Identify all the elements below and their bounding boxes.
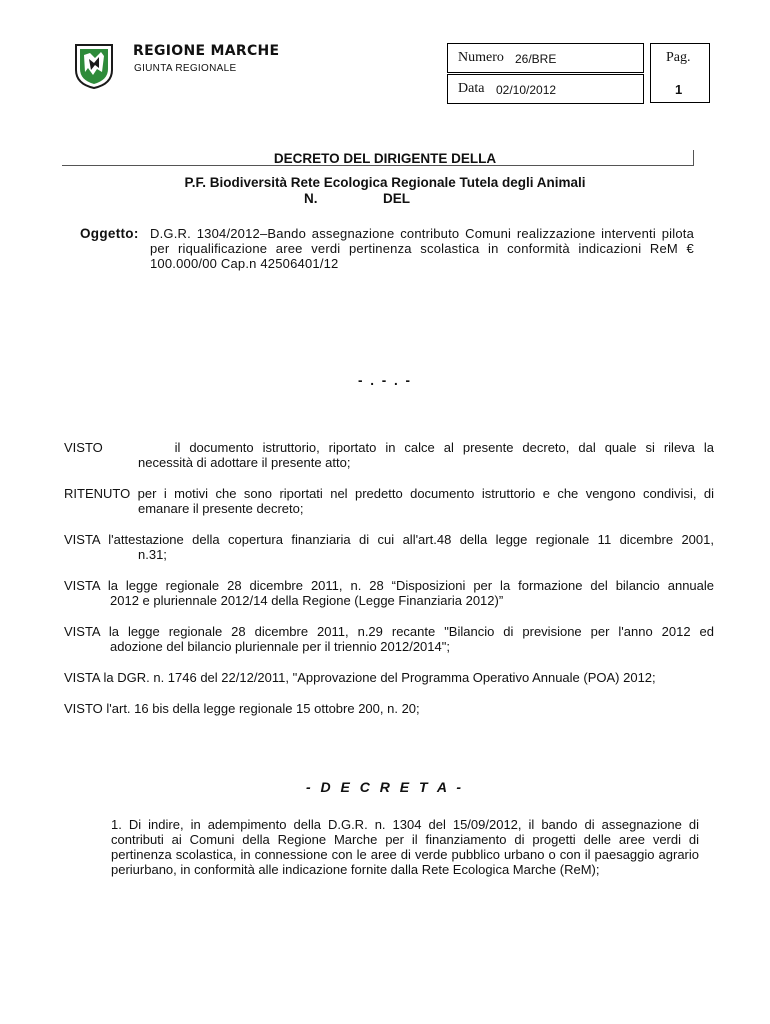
numero-label: Numero [458, 50, 504, 65]
premise-continuation: adozione del bilancio pluriennale per il triennio 2012/2014"; [110, 639, 450, 654]
premise-line: VISTA la legge regionale 28 dicembre 2011, n.29 recante "Bilancio di previsione per l'anno 2012 ed [64, 624, 714, 639]
regione-marche-logo [73, 42, 115, 90]
premise-continuation: 2012 e pluriennale 2012/14 della Regione (Legge Finanziaria 2012)” [110, 593, 504, 608]
data-value: 02/10/2012 [496, 83, 557, 97]
number-label: N. [304, 191, 318, 206]
premise-art-16 [64, 701, 714, 716]
title-rule-tick [693, 150, 694, 166]
data-box [447, 74, 644, 104]
page-box [650, 43, 710, 103]
data-label: Data [458, 81, 485, 96]
premise-line: VISTO l'art. 16 bis della legge regionale 15 ottobre 200, n. 20; [64, 701, 420, 716]
premise-line: VISTO il documento istruttorio, riportato in calce al presente decreto, dal quale si rileva la [64, 440, 714, 455]
premise-line: VISTA l'attestazione della copertura finanziaria di cui all'art.48 della legge regionale 11 dicembre 2001, [64, 532, 714, 547]
numero-box [447, 43, 644, 73]
premise-continuation: n.31; [138, 547, 167, 562]
premise-line: VISTA la DGR. n. 1746 del 22/12/2011, "Approvazione del Programma Operativo Annuale (POA) 2012; [64, 670, 656, 685]
subject-label: Oggetto: [80, 226, 139, 241]
premise-continuation: necessità di adottare il presente atto; [138, 455, 351, 470]
page-label: Pag. [666, 50, 691, 65]
premise-continuation: emanare il presente decreto; [138, 501, 304, 516]
premise-dgr-1746 [64, 670, 714, 685]
premise-attestazione [64, 532, 714, 562]
premise-visto [64, 440, 714, 470]
section-separator: - . - . - [358, 373, 412, 388]
org-subtitle: GIUNTA REGIONALE [134, 63, 237, 74]
title-rule [62, 165, 693, 166]
decree-item-1: 1. Di indire, in adempimento della D.G.R. n. 1304 del 15/09/2012, il bando di assegnazione di contributi ai Comuni della Regione Marche per il finanziamento di progetti delle aree verdi di pertinenza scolastica, in connessione con le aree di verde pubblico urbano o con il paesaggio agrario periurbano, in conformità alle indicazione fornite dalla Rete Ecologica Marche (ReM); [111, 817, 699, 877]
premise-legge-29 [64, 624, 714, 654]
date-label: DEL [383, 191, 410, 206]
decreta-heading: - D E C R E T A - [305, 779, 465, 795]
numero-value: 26/BRE [515, 52, 557, 66]
decree-subtitle: P.F. Biodiversità Rete Ecologica Regionale Tutela degli Animali [184, 175, 586, 190]
subject-text: D.G.R. 1304/2012–Bando assegnazione contributo Comuni realizzazione interventi pilota per riqualificazione aree verdi pertinenza scolastica in conformità indicazioni ReM € 100.000/00 Cap.n 42506401/12 [150, 226, 694, 271]
premise-line: VISTA la legge regionale 28 dicembre 2011, n. 28 “Disposizioni per la formazione del bilancio annuale [64, 578, 714, 593]
page-number: 1 [675, 82, 683, 97]
premise-line: RITENUTO per i motivi che sono riportati nel predetto documento istruttorio e che vengono condivisi, di [64, 486, 714, 501]
premise-ritenuto [64, 486, 714, 516]
org-name: REGIONE MARCHE [133, 43, 280, 59]
premise-legge-28 [64, 578, 714, 608]
decree-title: DECRETO DEL DIRIGENTE DELLA [273, 151, 497, 166]
